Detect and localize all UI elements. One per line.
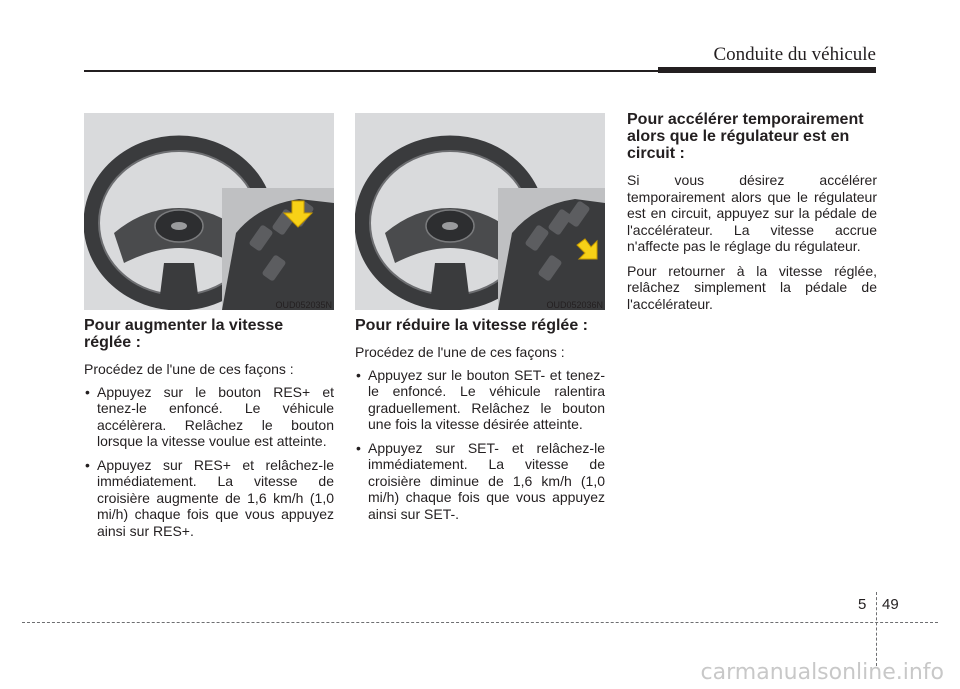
paragraph: Pour retourner à la vitesse réglée, relâchez simplement la pédale de l'accélérateur. (627, 262, 877, 312)
figure-decrease-speed (355, 113, 605, 310)
list-item: • Appuyez sur SET- et relâchez-le immédiatement. La vitesse de croisière diminue de 1,6 km/h (1,0 mi/h) chaque fois que vous appuyez ainsi sur SET-. (355, 440, 605, 523)
section-heading: Pour augmenter la vitesse réglée : (84, 317, 284, 351)
watermark[interactable]: carmanualsonline.info (700, 660, 944, 685)
header-title: Conduite du véhicule (713, 44, 876, 65)
figure-increase-speed (84, 113, 334, 310)
list-item: • Appuyez sur le bouton RES+ et tenez-le enfoncé. Le véhicule accélèrera. Relâchez le bouton lorsque la vitesse voulue est atteinte. (84, 384, 334, 450)
steering-wheel-icon (355, 113, 605, 310)
section-heading: Pour accélérer temporairement alors que le régulateur est en circuit : (627, 111, 864, 162)
chapter-number: 5 (858, 596, 867, 613)
steering-wheel-icon (84, 113, 334, 310)
bullet-list (355, 367, 605, 523)
section-intro: Procédez de l'une de ces façons : (84, 361, 294, 377)
section-heading: Pour réduire la vitesse réglée : (355, 317, 588, 334)
section-temporary-accelerate (627, 111, 877, 312)
footer-rule (22, 622, 938, 623)
list-item: • Appuyez sur le bouton SET- et tenez-le enfoncé. Le véhicule ralentira graduellement. Relâchez le bouton une fois la vitesse désirée atteinte. (355, 367, 605, 433)
section-decrease-speed (355, 113, 605, 529)
section-intro: Procédez de l'une de ces façons : (355, 344, 565, 360)
figure-code: OUD052035N (275, 300, 332, 310)
header-rule-accent (658, 67, 876, 73)
paragraph: Si vous désirez accélérer temporairement alors que le régulateur est en circuit, appuyez sur la pédale de l'accélérateur. La vitesse accrue n'affecte pas le réglage du régulateur. (627, 172, 877, 254)
figure-code: OUD052036N (546, 300, 603, 310)
page-number-separator (876, 592, 877, 666)
list-item: • Appuyez sur RES+ et relâchez-le immédiatement. La vitesse de croisière augmente de 1,6 km/h (1,0 mi/h) chaque fois que vous appuyez ainsi sur RES+. (84, 457, 334, 540)
page-number: 49 (882, 596, 899, 613)
bullet-list (84, 384, 334, 540)
section-increase-speed (84, 113, 334, 546)
